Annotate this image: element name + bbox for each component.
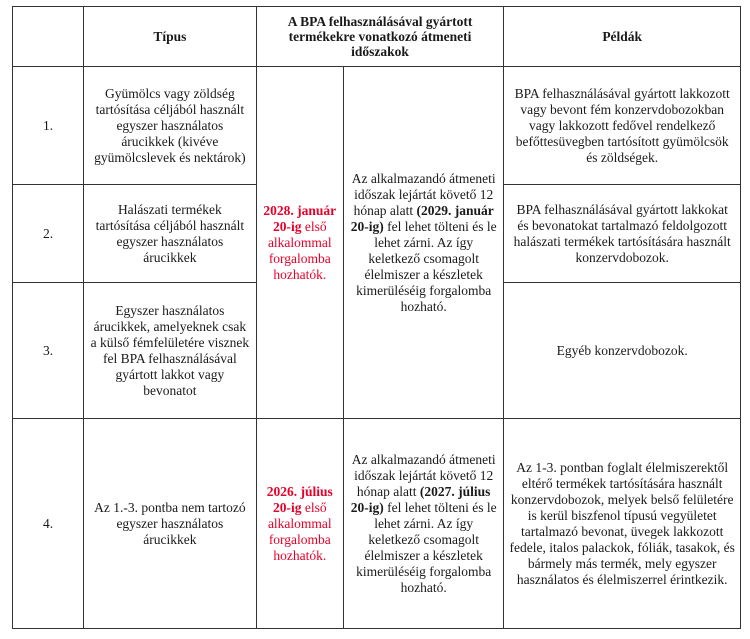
deadline-date: 2026. július 20-ig bbox=[266, 483, 333, 515]
deadline-cell bbox=[256, 67, 343, 419]
deadline-text: első alkalommal forgalomba hozhatók. bbox=[267, 499, 332, 563]
deadline-date: 2028. január 20-ig bbox=[263, 202, 337, 234]
row-type: Az 1.-3. pontba nem tartozó egyszer használatos árucikkek bbox=[84, 419, 257, 629]
bpa-transition-table bbox=[12, 6, 741, 629]
row-example: BPA felhasználásával gyártott lakkozott vagy bevont fém konzervdobozokban vagy lakkozott fedővel rendelkező befőttesüvegben tartósított gyümölcsök és zöldségek. bbox=[504, 67, 741, 185]
row-example: BPA felhasználásával gyártott lakkokat és bevonatokat tartalmazó feldolgozott halászati termékek tartósítására használt konzervdobozok. bbox=[504, 185, 741, 283]
row-type: Gyümölcs vagy zöldség tartósítása céljából használt egyszer használatos árucikkek (kivéve gyümölcslevek és nektárok) bbox=[84, 67, 257, 185]
header-row bbox=[13, 7, 741, 67]
header-examples: Példák bbox=[504, 7, 741, 67]
table-row bbox=[13, 67, 741, 185]
period-text-post: fel lehet tölteni és le lehet zárni. Az így keletkező csomagolt élelmiszer a készletek kimerüléséig forgalomba hozható. bbox=[356, 218, 497, 314]
row-example: Az 1-3. pontban foglalt élelmiszerektől eltérő termékek tartósítására használt konzervdobozok, melyek belső felületére is kerül biszfenol típusú vegyületet tartalmazó bevonat, üvegek lakkozott fedele, italos palackok, fóliák, tasakok, és bármely más termék, mely egyszer használatos és élelmiszerrel érintkezik. bbox=[504, 419, 741, 629]
deadline-cell bbox=[256, 419, 343, 629]
row-number: 4. bbox=[13, 419, 84, 629]
row-type: Egyszer használatos árucikkek, amelyeknek csak a külső fémfelületére visznek fel BPA felhasználásával gyártott lakkot vagy bevonatot bbox=[84, 283, 257, 419]
period-text-pre: Az alkalmazandó átmeneti időszak lejártát követő 12 hónap alatt bbox=[351, 170, 496, 218]
header-number bbox=[13, 7, 84, 67]
period-text-pre: Az alkalmazandó átmeneti időszak lejártát követő 12 hónap alatt bbox=[351, 451, 496, 499]
header-transition-periods: A BPA felhasználásával gyártott termékekre vonatkozó átmeneti időszakok bbox=[256, 7, 504, 67]
row-type: Halászati termékek tartósítása céljából használt egyszer használatos árucikkek bbox=[84, 185, 257, 283]
period-date: (2027. július 20-ig) bbox=[350, 483, 491, 515]
row-example: Egyéb konzervdobozok. bbox=[504, 283, 741, 419]
row-number: 1. bbox=[13, 67, 84, 185]
row-number: 3. bbox=[13, 283, 84, 419]
deadline-text: első alkalommal forgalomba hozhatók. bbox=[267, 218, 332, 282]
period-cell bbox=[343, 67, 503, 419]
period-text-post: fel lehet tölteni és le lehet zárni. Az így keletkező csomagolt élelmiszer a készletek kimerüléséig forgalomba hozható. bbox=[356, 499, 497, 595]
period-cell bbox=[343, 419, 503, 629]
period-date: (2029. január 20-ig) bbox=[350, 202, 494, 234]
header-type: Típus bbox=[84, 7, 257, 67]
row-number: 2. bbox=[13, 185, 84, 283]
table-row bbox=[13, 419, 741, 629]
